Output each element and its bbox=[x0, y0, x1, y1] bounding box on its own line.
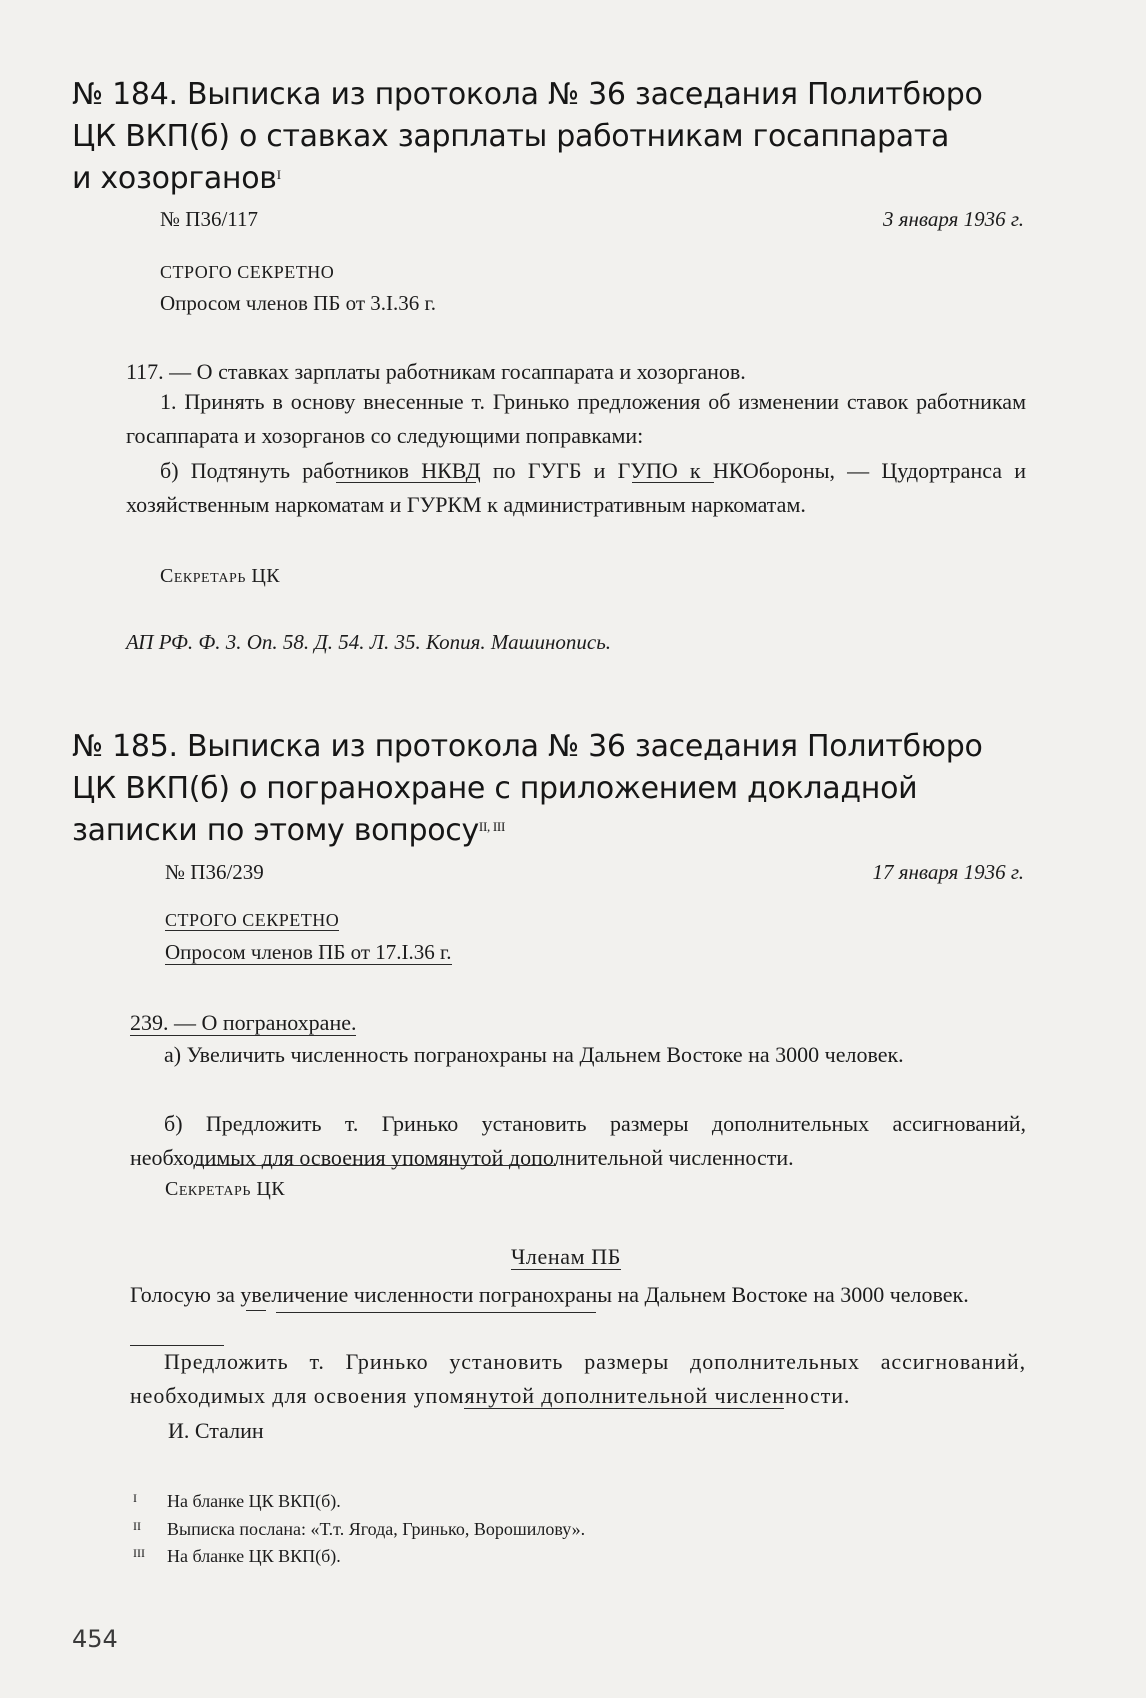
doc185-title bbox=[72, 726, 1072, 852]
doc185-secretary: Секретарь ЦК bbox=[165, 1178, 286, 1200]
doc185-date: 17 января 1936 г. bbox=[872, 860, 1024, 884]
doc185-title-line3 bbox=[72, 810, 1072, 852]
footnote-item bbox=[133, 1491, 341, 1512]
doc184-secretary: Секретарь ЦК bbox=[160, 565, 281, 587]
doc185-point-b: б) Предложить т. Гринько установить размеры дополнительных ассигнований, необходимых для освоения упомянутой дополнительной численности. bbox=[130, 1111, 1026, 1170]
doc184-title bbox=[72, 74, 1072, 200]
doc185-title-text: записки по этому вопросу bbox=[72, 813, 479, 848]
doc185-vote: Голосую за увеличение численности погранохраны на Дальнем Востоке на 3000 человек. bbox=[130, 1282, 969, 1307]
doc184-point-b: б) Подтянуть работников НКВД по ГУГБ и ГУПО к НКОбороны, — Цудортранса и хозяйственным наркоматам и ГУРКМ к административным наркоматам. bbox=[126, 458, 1026, 517]
doc184-title-line3 bbox=[72, 158, 1072, 200]
footnote-item bbox=[133, 1519, 585, 1540]
page-number: 454 bbox=[72, 1625, 118, 1653]
doc185-proposal: Предложить т. Гринько установить размеры дополнительных ассигнований, необходимых для освоения упомянутой дополнительной численности. bbox=[130, 1349, 1026, 1408]
underline-mark bbox=[196, 1165, 556, 1166]
doc184-title-text: и хозорганов bbox=[72, 161, 277, 196]
doc184-point-1: 1. Принять в основу внесенные т. Гринько предложения об изменении ставок работникам госаппарата и хозорганов со следующими поправками: bbox=[126, 389, 1026, 448]
doc185-addressee bbox=[511, 1244, 621, 1270]
doc184-number: № П36/117 bbox=[160, 207, 259, 231]
doc185-item-title bbox=[130, 1006, 1030, 1040]
doc185-poll bbox=[165, 940, 452, 965]
doc185-number: № П36/239 bbox=[165, 860, 264, 884]
doc185-classification-text: СТРОГО СЕКРЕТНО bbox=[165, 910, 340, 930]
doc185-point-a: а) Увеличить численность погранохраны на Дальнем Востоке на 3000 человек. bbox=[164, 1042, 904, 1067]
doc184-item-title: 117. — О ставках зарплаты работникам госаппарата и хозорганов. bbox=[126, 359, 746, 384]
footnote-text: На бланке ЦК ВКП(б). bbox=[167, 1491, 341, 1511]
footnote-ref: II, III bbox=[478, 819, 505, 834]
doc185-title-line2: ЦК ВКП(б) о погранохране с приложением докладной bbox=[72, 771, 918, 806]
doc184-title-line2: ЦК ВКП(б) о ставках зарплаты работникам госаппарата bbox=[72, 119, 950, 154]
footnote-text: На бланке ЦК ВКП(б). bbox=[167, 1546, 341, 1566]
doc185-poll-text: Опросом членов ПБ от 17.I.36 г. bbox=[165, 940, 452, 964]
doc185-signature: И. Сталин bbox=[168, 1418, 264, 1443]
doc184-classification: СТРОГО СЕКРЕТНО bbox=[160, 262, 335, 282]
underline-mark bbox=[276, 1312, 596, 1313]
doc185-item-title-text: 239. — О погранохране. bbox=[130, 1010, 357, 1035]
doc184-title-line1: № 184. Выписка из протокола № 36 заседания Политбюро bbox=[72, 77, 983, 112]
doc184-date: 3 января 1936 г. bbox=[882, 207, 1024, 231]
doc185-classification bbox=[165, 910, 339, 931]
underline-mark bbox=[246, 1310, 266, 1311]
doc184-archive-reference: АП РФ. Ф. 3. Оп. 58. Д. 54. Л. 35. Копия. Машинопись. bbox=[126, 630, 612, 654]
footnote-mark: I bbox=[133, 1491, 137, 1505]
footnote-item bbox=[133, 1546, 341, 1567]
underline-mark bbox=[464, 1408, 784, 1409]
doc185-title-line1: № 185. Выписка из протокола № 36 заседания Политбюро bbox=[72, 729, 983, 764]
footnote-mark: III bbox=[133, 1546, 145, 1560]
underline-mark bbox=[632, 482, 714, 483]
doc184-poll: Опросом членов ПБ от 3.I.36 г. bbox=[160, 291, 437, 315]
underline-mark bbox=[336, 482, 476, 483]
footnote-ref: I bbox=[276, 167, 281, 182]
doc185-addressee-text: Членам ПБ bbox=[511, 1244, 621, 1269]
footnote-text: Выписка послана: «Т.т. Ягода, Гринько, Ворошилову». bbox=[167, 1519, 586, 1539]
footnote-mark: II bbox=[133, 1519, 141, 1533]
